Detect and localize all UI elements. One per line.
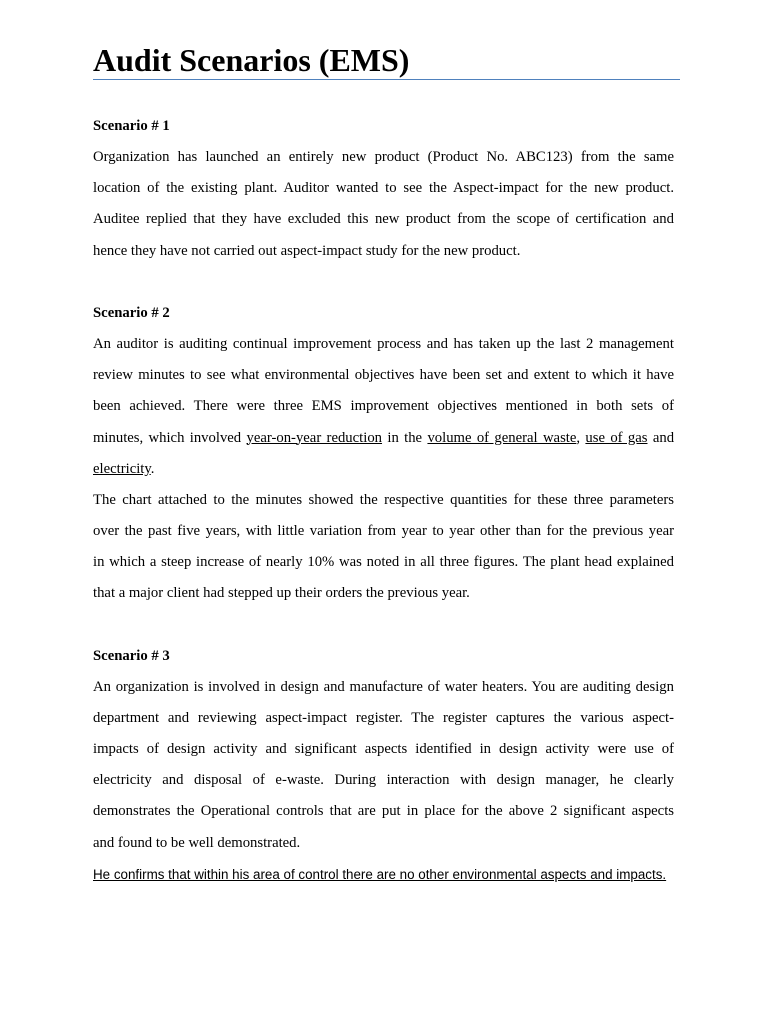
- text-line: and found to be well demonstrated.: [93, 834, 301, 851]
- scenario-3: [93, 641, 674, 890]
- underlined-text: volume of general waste: [427, 429, 577, 446]
- scenario-1: [93, 111, 674, 298]
- scenario-3-paragraph: [93, 672, 674, 859]
- document-body: [93, 111, 674, 890]
- text-segment: in the: [387, 429, 423, 446]
- text-line: The chart attached to the minutes showed the respective quantities for these three parameters: [93, 491, 674, 508]
- text-line: that a major client had stepped up their orders the previous year.: [93, 585, 470, 602]
- blank-line: [93, 267, 674, 298]
- text-line: [93, 454, 674, 485]
- text-line: department and reviewing aspect-impact register. The register captures the various aspect-: [93, 709, 674, 726]
- text-line: Organization has launched an entirely new product (Product No. ABC123) from the same: [93, 149, 674, 166]
- underlined-text: year-on-year reduction: [246, 429, 383, 446]
- scenario-2-heading: Scenario # 2: [93, 304, 170, 321]
- scenario-2-paragraph: [93, 329, 674, 485]
- text-line: location of the existing plant. Auditor wanted to see the Aspect-impact for the new product.: [93, 180, 674, 197]
- blank-line: [93, 610, 674, 641]
- text-line: over the past five years, with little variation from year to year other than for the previous year: [93, 523, 674, 540]
- scenario-1-paragraph: [93, 142, 674, 267]
- document-title: Audit Scenarios (EMS): [93, 42, 410, 78]
- scenario-2: [93, 298, 674, 641]
- title-underline-rule: [93, 79, 680, 80]
- text-line: An auditor is auditing continual improvement process and has taken up the last 2 management: [93, 336, 674, 353]
- text-segment: .: [150, 460, 155, 477]
- text-line: hence they have not carried out aspect-impact study for the new product.: [93, 242, 521, 259]
- text-line: electricity and disposal of e-waste. During interaction with design manager, he clearly: [93, 772, 674, 789]
- underlined-statement: He confirms that within his area of control there are no other environmental aspects and impacts.: [93, 866, 667, 882]
- text-line: impacts of design activity and significant aspects identified in design activity were use of: [93, 741, 674, 758]
- scenario-3-heading: Scenario # 3: [93, 647, 170, 664]
- text-line: in which a steep increase of nearly 10% was noted in all three figures. The plant head explained: [93, 554, 674, 571]
- text-line: [93, 859, 674, 890]
- text-line: demonstrates the Operational controls that are put in place for the above 2 significant aspects: [93, 803, 674, 820]
- scenario-1-heading: Scenario # 1: [93, 118, 170, 134]
- text-line: Auditee replied that they have excluded this new product from the scope of certification and: [93, 211, 674, 228]
- text-segment: ,: [576, 429, 581, 446]
- text-line: been achieved. There were three EMS improvement objectives mentioned in both sets of: [93, 398, 674, 415]
- underlined-text: use of gas: [585, 429, 648, 446]
- text-segment: minutes, which involved: [93, 429, 242, 446]
- text-segment: and: [652, 429, 675, 446]
- text-line: review minutes to see what environmental objectives have been set and extent to which it have: [93, 367, 674, 384]
- underlined-text: electricity: [93, 460, 151, 477]
- text-line: An organization is involved in design and manufacture of water heaters. You are auditing design: [93, 678, 674, 695]
- scenario-3-statement: [93, 859, 674, 890]
- scenario-2-paragraph: [93, 485, 674, 610]
- text-line: [93, 423, 674, 454]
